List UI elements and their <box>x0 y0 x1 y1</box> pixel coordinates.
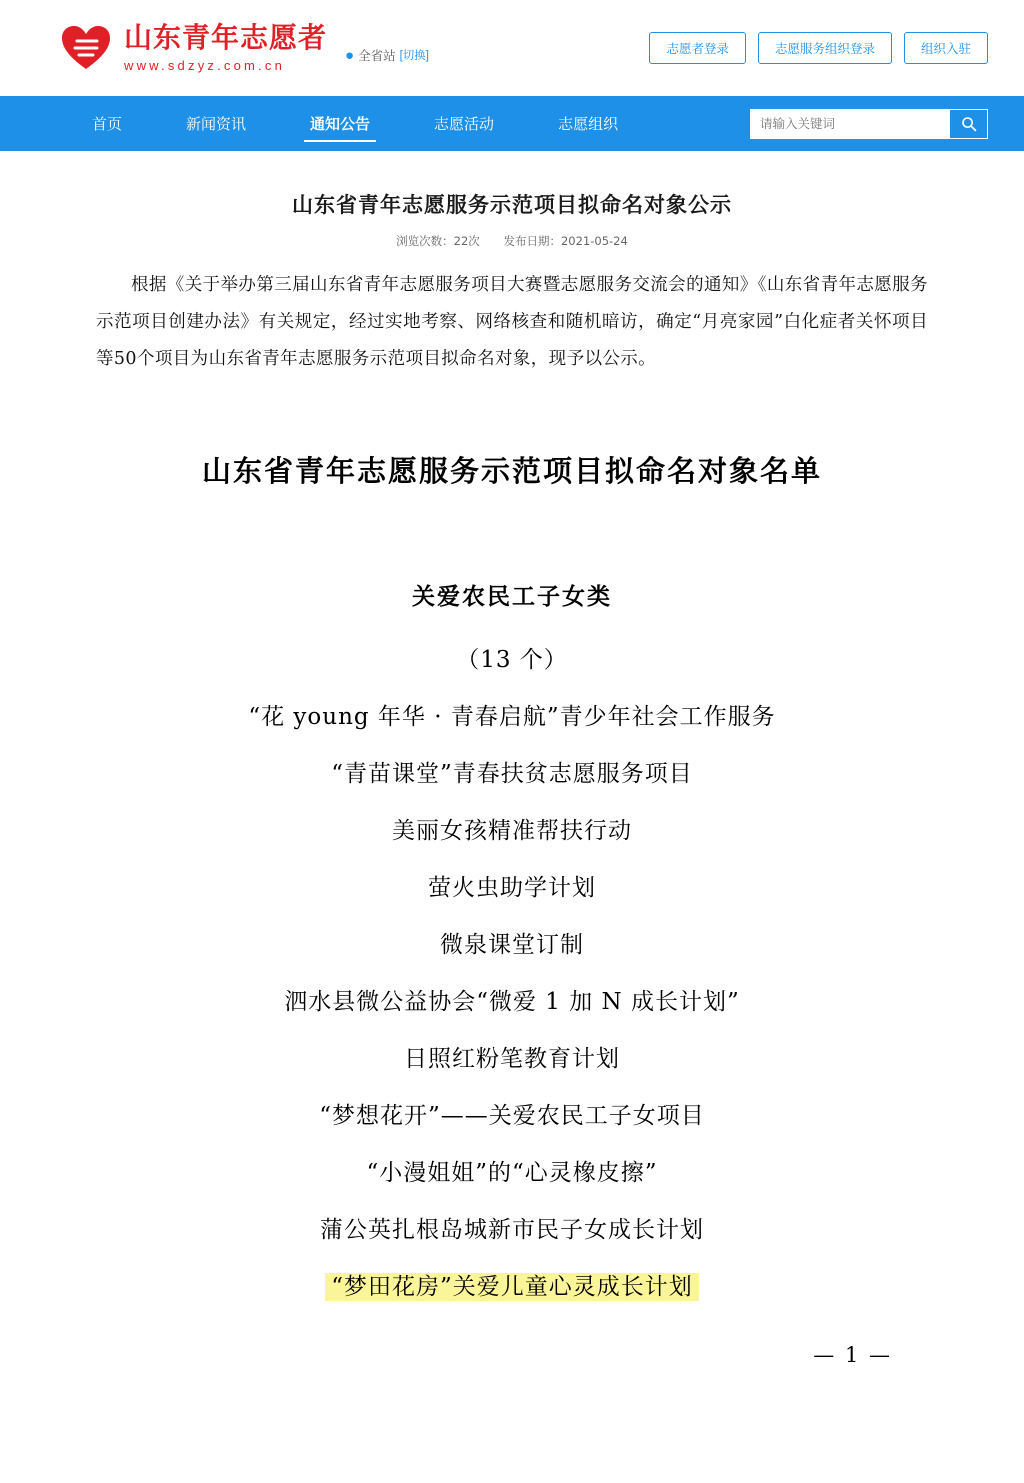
region-label: 全省站 <box>358 49 396 63</box>
organization-login-button[interactable]: 志愿服务组织登录 <box>758 32 892 64</box>
page-title: 山东省青年志愿服务示范项目拟命名对象公示 <box>292 192 732 217</box>
nav-item-news[interactable]: 新闻资讯 <box>186 115 247 133</box>
article-meta <box>96 233 928 249</box>
category-title: 关爱农民工子女类 <box>412 583 612 611</box>
region-selector[interactable] <box>345 46 429 64</box>
nav-item-list <box>60 96 650 151</box>
logo-text <box>124 21 328 73</box>
search-input[interactable] <box>750 109 950 139</box>
page-number: — 1 — <box>813 1343 892 1368</box>
article-paragraph: 根据《关于举办第三届山东省青年志愿服务项目大赛暨志愿服务交流会的通知》《山东省青年志愿服务示范项目创建办法》有关规定，经过实地考察、网络核查和随机暗访，确定“月亮家园”白化症者关怀项目等50个项目为山东省青年志愿服务示范项目拟命名对象，现予以公示。 <box>96 275 928 369</box>
volunteer-login-button[interactable]: 志愿者登录 <box>649 32 746 64</box>
header-actions <box>649 32 988 64</box>
category-count: （13 个） <box>456 647 568 674</box>
organization-register-button[interactable]: 组织入驻 <box>904 32 988 64</box>
list-item: “小漫姐姐”的“心灵橡皮擦” <box>366 1160 658 1187</box>
location-pin-icon: ● <box>345 46 355 64</box>
heart-logo-icon <box>60 25 112 71</box>
site-header <box>0 0 1024 96</box>
view-count: 浏览次数：22次 <box>396 234 480 248</box>
nav-item-announcements[interactable]: 通知公告 <box>278 96 402 151</box>
search-box <box>750 109 988 139</box>
list-item: 美丽女孩精准帮扶行动 <box>392 818 632 845</box>
nav-item-activities[interactable]: 志愿活动 <box>434 115 495 133</box>
list-item: 日照红粉笔教育计划 <box>404 1046 620 1073</box>
search-icon <box>961 116 977 132</box>
list-item-highlighted <box>96 1268 928 1301</box>
nav-item-home[interactable]: 首页 <box>92 115 123 133</box>
logo-title-cn: 山东青年志愿者 <box>124 21 328 54</box>
list-item: 微泉课堂订制 <box>440 932 584 959</box>
list-item: “花 young 年华 · 青春启航”青少年社会工作服务 <box>248 704 776 731</box>
list-item: “青苗课堂”青春扶贫志愿服务项目 <box>331 761 693 788</box>
site-logo[interactable] <box>60 21 328 73</box>
main-navigation <box>0 96 1024 151</box>
article-body <box>0 151 1024 1413</box>
list-item: “梦想花开”——关爱农民工子女项目 <box>319 1103 705 1130</box>
list-item: 泗水县微公益协会“微爱 1 加 N 成长计划” <box>284 989 740 1016</box>
nav-item-organizations[interactable]: 志愿组织 <box>558 115 619 133</box>
publish-date: 发布日期：2021-05-24 <box>503 234 628 248</box>
search-button[interactable] <box>950 109 988 139</box>
list-item: 蒲公英扎根岛城新市民子女成长计划 <box>320 1217 704 1244</box>
region-switch-link[interactable]: [切换] <box>399 50 429 62</box>
highlighted-text: “梦田花房”关爱儿童心灵成长计划 <box>325 1273 699 1301</box>
list-title: 山东省青年志愿服务示范项目拟命名对象名单 <box>201 454 822 489</box>
logo-url: www.sdzyz.com.cn <box>124 58 286 73</box>
list-item: 萤火虫助学计划 <box>428 875 596 902</box>
